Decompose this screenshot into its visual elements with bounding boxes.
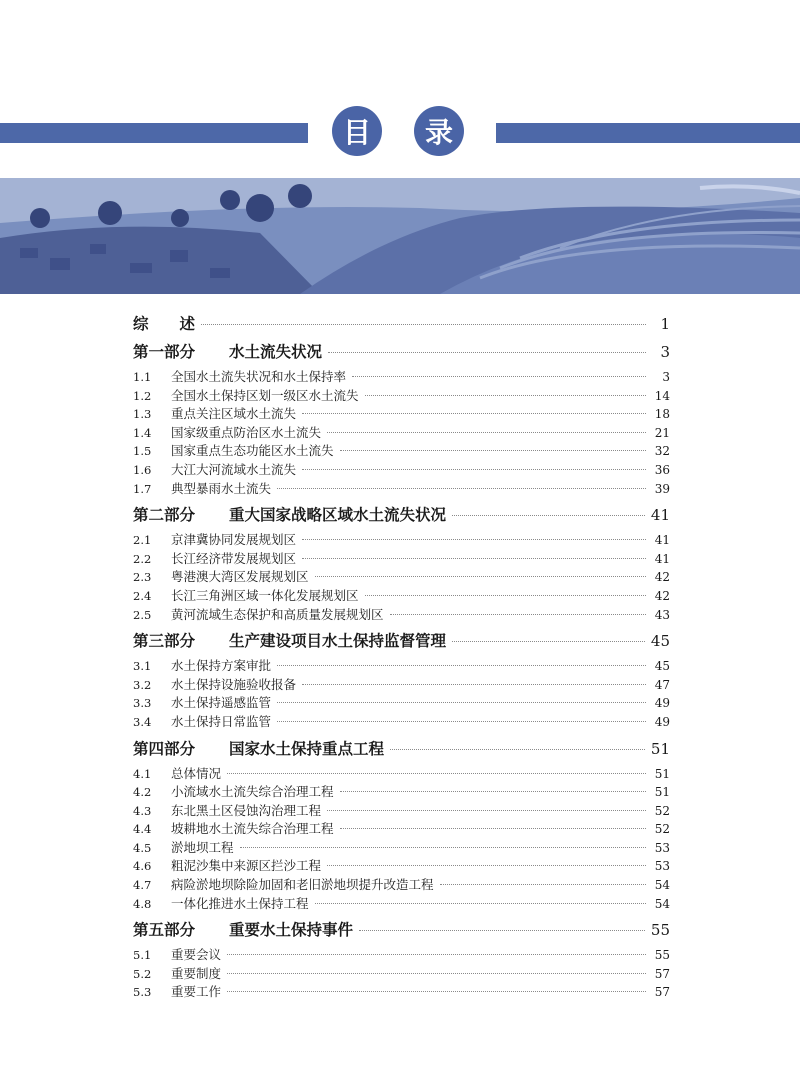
toc-section-row[interactable] bbox=[133, 764, 670, 783]
toc-part-title: 重要水土保持事件 bbox=[229, 920, 354, 940]
toc-section-row[interactable] bbox=[133, 367, 670, 386]
dot-leader bbox=[340, 828, 646, 829]
toc-section-title: 全国水土流失状况和水土保持率 bbox=[171, 369, 347, 384]
toc-section-number: 2.3 bbox=[133, 570, 152, 585]
dot-leader bbox=[352, 376, 646, 377]
toc-part-label: 第四部分 bbox=[133, 738, 196, 758]
dot-leader bbox=[277, 665, 646, 666]
toc-section-row[interactable] bbox=[133, 675, 670, 694]
toc-section-row[interactable] bbox=[133, 782, 670, 801]
toc-section-number: 2.4 bbox=[133, 588, 152, 603]
toc-section-number: 4.5 bbox=[133, 840, 152, 855]
dot-leader bbox=[302, 684, 646, 685]
toc-section-row[interactable] bbox=[133, 656, 670, 675]
toc-section-page: 14 bbox=[654, 388, 670, 403]
toc-section-row[interactable] bbox=[133, 945, 670, 964]
toc-section-page: 45 bbox=[654, 659, 670, 674]
toc-section-number: 1.2 bbox=[133, 388, 152, 403]
dot-leader bbox=[302, 539, 646, 540]
toc-section-number: 1.4 bbox=[133, 425, 152, 440]
toc-section-number: 1.3 bbox=[133, 407, 152, 422]
dot-leader bbox=[327, 865, 646, 866]
toc-section-title: 典型暴雨水土流失 bbox=[171, 480, 272, 496]
dot-leader bbox=[277, 702, 646, 703]
toc-section-row[interactable] bbox=[133, 856, 670, 875]
dot-leader bbox=[328, 352, 646, 353]
toc-section-title: 水土保持方案审批 bbox=[171, 658, 272, 674]
toc-section-row[interactable] bbox=[133, 586, 670, 605]
dot-leader bbox=[340, 450, 646, 451]
toc-section-page: 52 bbox=[654, 803, 670, 818]
dot-leader bbox=[277, 721, 646, 722]
toc-section-page: 51 bbox=[654, 766, 670, 781]
toc-section-title: 重点关注区域水土流失 bbox=[171, 406, 297, 422]
toc-section-page: 49 bbox=[654, 714, 670, 729]
dot-leader bbox=[315, 903, 646, 904]
toc-section-row[interactable] bbox=[133, 441, 670, 460]
toc-section-number: 3.2 bbox=[133, 677, 152, 692]
toc-section-number: 2.5 bbox=[133, 607, 152, 622]
toc-section-number: 5.1 bbox=[133, 948, 152, 963]
toc-section-page: 49 bbox=[654, 696, 670, 711]
toc-section-row[interactable] bbox=[133, 479, 670, 498]
toc-section-title: 水土保持设施验收报备 bbox=[171, 676, 297, 692]
toc-section-row[interactable] bbox=[133, 423, 670, 442]
toc-section-title: 国家重点生态功能区水土流失 bbox=[171, 443, 334, 459]
toc-section-number: 4.3 bbox=[133, 803, 152, 818]
dot-leader bbox=[227, 991, 646, 992]
toc-section-page: 53 bbox=[654, 840, 670, 855]
toc-section-title: 重要工作 bbox=[171, 984, 222, 1000]
header-band-right bbox=[496, 123, 800, 143]
toc-section-number: 2.2 bbox=[133, 551, 152, 566]
toc-section-page: 57 bbox=[654, 985, 670, 1000]
toc-section-number: 4.6 bbox=[133, 859, 152, 874]
toc-section-row[interactable] bbox=[133, 801, 670, 820]
toc-intro-page: 1 bbox=[660, 315, 670, 333]
dot-leader bbox=[452, 515, 645, 516]
toc-section-page: 57 bbox=[654, 966, 670, 981]
toc-section-page: 54 bbox=[654, 896, 670, 911]
toc-section-number: 1.6 bbox=[133, 462, 152, 477]
dot-leader bbox=[440, 884, 646, 885]
toc-section-number: 1.7 bbox=[133, 481, 152, 496]
toc-section-number: 4.7 bbox=[133, 878, 152, 893]
toc-part-page: 51 bbox=[650, 739, 670, 758]
toc-section-row[interactable] bbox=[133, 404, 670, 423]
toc-part-label: 第二部分 bbox=[133, 505, 196, 525]
toc-part-row[interactable] bbox=[133, 737, 670, 764]
toc-section-page: 42 bbox=[654, 588, 670, 603]
landscape-banner-image bbox=[0, 178, 800, 294]
toc-section-row[interactable] bbox=[133, 712, 670, 731]
toc-section-row[interactable] bbox=[133, 530, 670, 549]
toc-section-title: 京津冀协同发展规划区 bbox=[171, 532, 297, 548]
dot-leader bbox=[302, 413, 646, 414]
toc-section-title: 粤港澳大湾区发展规划区 bbox=[171, 569, 309, 585]
toc-section-page: 36 bbox=[654, 462, 670, 477]
toc-section-row[interactable] bbox=[133, 693, 670, 712]
toc-section-page: 54 bbox=[654, 878, 670, 893]
toc-part-title: 国家水土保持重点工程 bbox=[229, 738, 385, 758]
toc-part-title: 水土流失状况 bbox=[229, 342, 323, 361]
toc-section-row[interactable] bbox=[133, 386, 670, 405]
table-of-contents bbox=[133, 312, 670, 1001]
toc-section-number: 4.1 bbox=[133, 766, 152, 781]
toc-intro-title: 综 述 bbox=[133, 314, 196, 333]
toc-part-row[interactable] bbox=[133, 340, 670, 367]
dot-leader bbox=[365, 595, 646, 596]
toc-part-page: 55 bbox=[650, 921, 670, 940]
toc-section-title: 东北黑土区侵蚀沟治理工程 bbox=[171, 802, 322, 818]
dot-leader bbox=[365, 395, 646, 396]
toc-section-page: 51 bbox=[654, 785, 670, 800]
toc-section-page: 18 bbox=[654, 407, 670, 422]
toc-section-row[interactable] bbox=[133, 567, 670, 586]
toc-section-row[interactable] bbox=[133, 549, 670, 568]
title-char-1: 目 bbox=[332, 106, 382, 156]
toc-section-page: 41 bbox=[654, 533, 670, 548]
toc-section-page: 47 bbox=[654, 677, 670, 692]
toc-section-row[interactable] bbox=[133, 819, 670, 838]
toc-section-title: 国家级重点防治区水土流失 bbox=[171, 424, 322, 440]
toc-section-page: 21 bbox=[654, 425, 670, 440]
toc-part-title: 重大国家战略区域水土流失状况 bbox=[229, 505, 447, 525]
toc-section-row[interactable] bbox=[133, 982, 670, 1001]
dot-leader bbox=[340, 791, 646, 792]
toc-section-number: 5.3 bbox=[133, 985, 152, 1000]
dot-leader bbox=[302, 469, 646, 470]
dot-leader bbox=[227, 954, 646, 955]
toc-part-row[interactable] bbox=[133, 918, 670, 945]
toc-section-page: 3 bbox=[662, 370, 670, 384]
toc-section-title: 长江经济带发展规划区 bbox=[171, 550, 297, 566]
toc-section-number: 4.8 bbox=[133, 896, 152, 911]
toc-section-title: 小流域水土流失综合治理工程 bbox=[171, 784, 334, 800]
toc-section-row[interactable] bbox=[133, 605, 670, 624]
toc-section-row[interactable] bbox=[133, 875, 670, 894]
toc-section-title: 一体化推进水土保持工程 bbox=[171, 895, 309, 911]
toc-part-label: 第三部分 bbox=[133, 631, 196, 651]
toc-part-row[interactable] bbox=[133, 503, 670, 530]
dot-leader bbox=[302, 558, 646, 559]
toc-section-number: 4.2 bbox=[133, 785, 152, 800]
toc-section-title: 重要制度 bbox=[171, 965, 222, 981]
toc-section-number: 2.1 bbox=[133, 533, 152, 548]
toc-part-title: 生产建设项目水土保持监督管理 bbox=[229, 631, 447, 651]
toc-part-label: 第五部分 bbox=[133, 920, 196, 940]
toc-section-number: 1.5 bbox=[133, 444, 152, 459]
toc-section-row[interactable] bbox=[133, 838, 670, 857]
toc-section-title: 总体情况 bbox=[171, 765, 222, 781]
toc-section-page: 43 bbox=[654, 607, 670, 622]
toc-part-page: 3 bbox=[660, 343, 670, 361]
toc-section-page: 55 bbox=[654, 948, 670, 963]
toc-section-title: 重要会议 bbox=[171, 947, 222, 963]
toc-part-page: 45 bbox=[650, 632, 670, 651]
toc-section-number: 3.1 bbox=[133, 659, 152, 674]
toc-section-title: 坡耕地水土流失综合治理工程 bbox=[171, 821, 334, 837]
toc-section-page: 52 bbox=[654, 822, 670, 837]
dot-leader bbox=[390, 749, 645, 750]
toc-section-title: 全国水土保持区划一级区水土流失 bbox=[171, 387, 359, 403]
dot-leader bbox=[390, 614, 646, 615]
toc-part-page: 41 bbox=[650, 506, 670, 525]
toc-section-number: 3.3 bbox=[133, 696, 152, 711]
toc-intro-row[interactable] bbox=[133, 312, 670, 340]
toc-section-title: 水土保持遥感监管 bbox=[171, 695, 272, 711]
dot-leader bbox=[315, 576, 646, 577]
toc-section-page: 53 bbox=[654, 859, 670, 874]
dot-leader bbox=[240, 847, 646, 848]
toc-section-title: 病险淤地坝除险加固和老旧淤地坝提升改造工程 bbox=[171, 877, 434, 893]
toc-section-number: 4.4 bbox=[133, 822, 152, 837]
toc-section-page: 32 bbox=[654, 444, 670, 459]
dot-leader bbox=[359, 930, 645, 931]
toc-section-number: 5.2 bbox=[133, 966, 152, 981]
toc-section-title: 水土保持日常监管 bbox=[171, 713, 272, 729]
toc-section-title: 黄河流域生态保护和高质量发展规划区 bbox=[171, 606, 384, 622]
toc-part-label: 第一部分 bbox=[133, 342, 196, 361]
toc-part-row[interactable] bbox=[133, 629, 670, 656]
dot-leader bbox=[227, 973, 646, 974]
dot-leader bbox=[327, 432, 646, 433]
dot-leader bbox=[227, 773, 646, 774]
toc-section-number: 1.1 bbox=[133, 370, 152, 384]
toc-section-page: 42 bbox=[654, 570, 670, 585]
dot-leader bbox=[201, 324, 646, 325]
dot-leader bbox=[452, 641, 645, 642]
toc-section-title: 大江大河流域水土流失 bbox=[171, 461, 297, 477]
toc-section-title: 粗泥沙集中来源区拦沙工程 bbox=[171, 858, 322, 874]
toc-section-page: 41 bbox=[654, 551, 670, 566]
toc-section-number: 3.4 bbox=[133, 714, 152, 729]
toc-section-title: 淤地坝工程 bbox=[171, 839, 234, 855]
toc-section-title: 长江三角洲区域一体化发展规划区 bbox=[171, 587, 359, 603]
dot-leader bbox=[327, 810, 646, 811]
toc-section-row[interactable] bbox=[133, 894, 670, 913]
title-char-2: 录 bbox=[414, 106, 464, 156]
toc-section-row[interactable] bbox=[133, 460, 670, 479]
dot-leader bbox=[277, 488, 646, 489]
header-band-left bbox=[0, 123, 308, 143]
toc-section-page: 39 bbox=[654, 481, 670, 496]
toc-section-row[interactable] bbox=[133, 964, 670, 983]
